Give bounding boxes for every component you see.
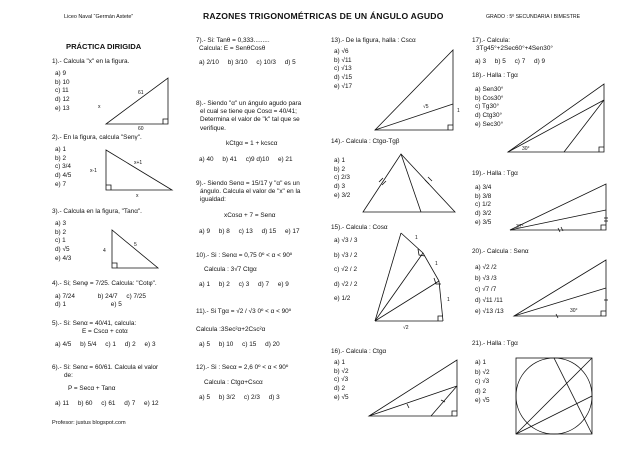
problem-8-question-cont: el cual se tiene que Cosα = 40/41;	[200, 108, 297, 116]
problem-11-option: a) 5	[199, 341, 211, 349]
triangle-shape	[510, 184, 606, 230]
problem-17	[472, 37, 553, 67]
label-base: 60	[138, 126, 144, 132]
problem-14-option: e) 3/2	[334, 191, 351, 199]
problem-8-option: c)9 d)10	[245, 156, 270, 164]
problem-1-option: c) 11	[55, 87, 69, 95]
problem-16-figure	[365, 356, 465, 424]
ray-line	[375, 281, 439, 321]
problem-1-option: a) 9	[55, 70, 67, 78]
right-angle-mark	[599, 147, 604, 152]
problem-4-option: e) 5	[110, 301, 122, 309]
problem-10-question: 10).- Si : Senα = 0,75 0º < α < 90º	[196, 252, 293, 259]
problem-12	[196, 364, 288, 403]
label-side: x-1	[90, 168, 97, 174]
problem-13-option: e) √17	[334, 82, 353, 90]
grade-label: GRADO : 5º SECUNDARIA I BIMESTRE	[486, 14, 581, 20]
problem-3-option: b) 2	[55, 228, 67, 236]
school-name: Liceo Naval “Germán Astete”	[64, 14, 134, 20]
problem-9-option: e) 17	[284, 227, 300, 235]
label-base: √2	[403, 325, 409, 331]
problem-8-question-cont: Determina el valor de "k" tal que se	[200, 116, 300, 124]
problem-6-question: 6).- Si: Senα = 60/61. Calcula el valor	[52, 364, 159, 371]
label-angle: 30°	[522, 146, 530, 152]
problem-1-figure	[98, 72, 172, 132]
problem-9-option: a) 9	[199, 227, 211, 235]
problem-5-option: c) 1	[105, 341, 116, 349]
triangle-shape	[369, 360, 457, 416]
triangle-shape	[112, 230, 158, 268]
problem-5-option: d) 2	[124, 341, 136, 349]
problem-11-question: 11).- Si Tgα = √2 / √3 0º < α < 90º	[196, 308, 292, 315]
problem-10-expression: Calcula : 3√7 Ctgα	[204, 266, 257, 274]
problem-14-option: d) 3	[334, 182, 346, 190]
problem-8-option: a) 40	[199, 156, 214, 164]
problem-13-option: c) √13	[334, 65, 352, 73]
problem-3-option: e) 4/3	[55, 254, 72, 262]
inner-segment	[375, 104, 453, 130]
problem-4-question: 4).- Si; Senφ = 7/25. Calcula: "Cotφ".	[52, 280, 157, 287]
problem-20-option: c) √7 /7	[475, 286, 497, 294]
triangle-shape	[514, 260, 606, 316]
problem-18-option: c) Tg30°	[475, 103, 500, 111]
problem-8-equation: kCtgα = 1 + kcscα	[226, 139, 278, 147]
problem-16-option: c) √3	[334, 376, 349, 384]
problem-13-option: a) √6	[334, 48, 349, 56]
problem-5-option: e) 3	[144, 341, 156, 349]
problem-17-expression: 3Tg45°+2Sec60°+4Sen30°	[476, 45, 553, 53]
problem-7-expression: Calcula: E = SenθCosθ	[199, 45, 266, 53]
inner-segment	[554, 358, 592, 434]
problem-9	[196, 180, 307, 236]
label-angle: 30°	[570, 308, 578, 314]
problem-9-option: b) 8	[218, 227, 230, 235]
problem-8	[196, 100, 301, 164]
problem-19-figure	[506, 180, 610, 238]
tick-mark	[425, 180, 429, 184]
problem-15-option: a) √3 / 3	[334, 237, 358, 245]
problem-19-question: 19).- Halla : Tgα	[472, 170, 518, 177]
problem-13-figure	[371, 46, 461, 136]
right-angle-mark	[448, 125, 453, 130]
problem-6-expression: P = Secα + Tanα	[68, 385, 116, 393]
label-side: 1	[415, 235, 418, 241]
problem-21-option: b) √2	[475, 368, 490, 376]
problem-13-option: d) √15	[334, 73, 353, 81]
label-side: 1	[435, 261, 438, 267]
problem-2-figure	[90, 146, 182, 199]
triangle-shape	[375, 50, 453, 130]
label-hypotenuse: x+1	[134, 160, 143, 166]
problem-6-option: d) 7	[124, 399, 136, 407]
ray-line	[375, 253, 423, 321]
problem-13-question: 13).- De la figura, halla : Cscα	[331, 37, 416, 44]
problem-1-option: d) 12	[55, 95, 70, 103]
subtitle: PRÁCTICA DIRIGIDA	[66, 42, 142, 51]
problem-19-option: b) 3/8	[475, 192, 492, 200]
problem-15-option: b) √3 / 2	[334, 251, 358, 259]
inner-segment	[510, 210, 606, 230]
problem-3-option: a) 3	[55, 220, 67, 228]
problem-12-question: 12).- Si : Secα = 2,6 0º < α < 90º	[196, 364, 289, 371]
problem-20-question: 20).- Calcula : Senα	[472, 248, 529, 255]
right-angle-mark	[112, 263, 117, 268]
problem-4-option: d) 1	[55, 301, 67, 309]
problem-15-question: 15).- Calcula : Cosα	[331, 224, 388, 231]
problem-3-option: c) 1	[55, 237, 66, 245]
problem-21	[472, 340, 518, 406]
label-side: √5	[423, 104, 429, 110]
problem-18-figure	[504, 80, 608, 158]
problem-12-option: c) 2/3	[243, 394, 260, 402]
problem-11-option: c) 15	[242, 341, 257, 349]
problem-17-option: a) 3	[475, 58, 487, 66]
problem-12-option: d) 3	[268, 394, 280, 402]
problem-11	[196, 308, 291, 350]
problem-18-option: e) Sec30°	[475, 120, 504, 128]
problem-1-question: 1).- Calcula "x" en la figura.	[52, 58, 130, 65]
inner-segment	[401, 154, 421, 212]
problem-3-figure	[103, 226, 168, 276]
label-side: 1	[447, 297, 450, 303]
problem-14-figure	[359, 150, 459, 220]
problem-9-option: d) 15	[261, 227, 277, 235]
problem-2-question: 2).- En la figura, calcula "Senγ".	[52, 134, 142, 141]
problem-16-option: d) 2	[334, 384, 346, 392]
inner-segment	[516, 396, 592, 434]
label-hypotenuse: 5	[134, 242, 137, 248]
problem-5	[52, 320, 163, 350]
right-angle-mark	[163, 119, 168, 124]
problem-21-option: d) 2	[475, 387, 487, 395]
right-angle-mark	[106, 185, 111, 190]
problem-7-option: c) 10/3	[256, 59, 276, 67]
label-side: 4	[103, 248, 106, 254]
problem-9-question-cont: ángulo. Calcula el valor de "x" en la	[200, 188, 301, 196]
problem-19-option: d) 3/2	[475, 209, 492, 217]
problem-17-option: d) 9	[534, 58, 546, 66]
tick-mark	[379, 178, 383, 182]
problem-2-option: a) 1	[55, 146, 67, 154]
problem-1-option: b) 10	[55, 78, 70, 86]
label-base: x	[136, 193, 139, 199]
problem-5-option: b) 5/4	[80, 341, 97, 349]
problem-10-option: a) 1	[199, 281, 211, 289]
problem-16-option: e) √5	[334, 393, 349, 401]
problem-14-question: 14).- Calcula : Ctgα-Tgβ	[331, 138, 400, 145]
inner-segment	[508, 100, 604, 152]
problem-10-option: c) 3	[238, 281, 250, 289]
problem-9-equation: xCosα + 7 = Senα	[224, 211, 276, 219]
problem-4-option: c) 7/25	[126, 293, 146, 301]
problem-15-option: e) 1/2	[334, 295, 351, 303]
problem-11-option: d) 20	[265, 341, 280, 349]
problem-2-option: b) 2	[55, 154, 67, 162]
problem-17-question: 17).- Calcula:	[472, 37, 511, 44]
problem-6-option: a) 11	[55, 399, 70, 407]
problem-12-expression: Calcula : Ctgα+Cscα	[204, 379, 263, 387]
label-angle: 37°	[516, 224, 524, 230]
problem-4-option: b) 24/7	[97, 293, 118, 301]
problem-20-option: b) √3 /3	[475, 275, 497, 283]
right-angle-mark	[601, 225, 606, 230]
tick-mark	[407, 404, 409, 408]
problem-21-option: e) √5	[475, 397, 490, 405]
problem-19-option: a) 3/4	[475, 184, 492, 192]
problem-7	[196, 37, 303, 68]
problem-15-option: c) √2 / 2	[334, 266, 358, 274]
problem-6-option: e) 12	[144, 399, 159, 407]
step-segments	[401, 233, 443, 321]
problem-20-option: d) √11 /11	[475, 297, 503, 305]
problem-15-figure	[371, 229, 461, 331]
problem-19-option: e) 3/5	[475, 218, 492, 226]
footer-credit: Profesor: justus blogspot.com	[52, 420, 126, 426]
problem-16-option: b) √2	[334, 367, 349, 375]
problem-7-option: d) 5	[284, 59, 296, 67]
problem-11-expression: Calcula :3Sec²α+2Csc²α	[196, 326, 266, 334]
triangle-shape	[363, 154, 455, 212]
problem-15-option: d) √2 / 2	[334, 280, 358, 288]
triangle-shape	[106, 150, 172, 190]
problem-7-question: 7).- Si: Tanθ = 0,333.........	[196, 37, 270, 44]
problem-3-option: d) √5	[55, 245, 70, 253]
problem-2-option: c) 3/4	[55, 163, 71, 171]
problem-7-option: b) 3/10	[227, 59, 248, 67]
problem-17-option: b) 5	[494, 58, 506, 66]
problem-11-option: b) 10	[218, 341, 234, 349]
problem-9-question: 9).- Siendo Senα = 15/17 y "α" es un	[196, 180, 300, 187]
problem-5-option: a) 4/5	[55, 341, 72, 349]
problem-7-option: a) 2/10	[199, 59, 219, 67]
triangle-shape	[106, 78, 168, 124]
problem-18-option: a) Sen30°	[475, 86, 504, 94]
right-angle-mark	[452, 411, 457, 416]
problem-8-question: 8).- Siendo "α" un ángulo agudo para	[196, 100, 302, 107]
problem-3-question: 3).- Calcula en la figura, "Tanα".	[52, 208, 142, 215]
problem-21-question: 21).- Halla : Tgα	[472, 340, 518, 347]
problem-5-question: 5).- Si: Senα = 40/41, calcula:	[52, 320, 137, 327]
problem-8-option: e) 21	[277, 156, 293, 164]
problem-18-option: b) Cos30°	[475, 94, 504, 102]
problem-6-option: b) 60	[77, 399, 93, 407]
right-angle-mark	[601, 311, 606, 316]
label-side: 1	[457, 108, 460, 114]
problem-13-option: b) √11	[334, 56, 352, 64]
problem-21-option: a) 1	[475, 359, 487, 367]
problem-8-question-cont: verifique.	[200, 124, 226, 132]
problem-6-option: c) 61	[101, 399, 116, 407]
problem-14-option: a) 1	[334, 157, 346, 165]
problem-14-option: b) 2	[334, 165, 346, 173]
problem-12-option: b) 3/2	[218, 394, 236, 402]
problem-20-figure	[510, 256, 610, 324]
tick-mark	[428, 177, 432, 181]
label-x: x	[98, 104, 101, 110]
ray-line	[375, 233, 401, 321]
problem-17-option: c) 7	[514, 58, 526, 66]
problem-12-option: a) 5	[199, 394, 211, 402]
problem-19-option: c) 1/2	[475, 201, 491, 209]
problem-5-expression: E = Cscα + cotα	[82, 328, 128, 336]
problem-16-option: a) 1	[334, 359, 346, 367]
inner-segment	[514, 288, 606, 316]
problem-10-option: d) 7	[258, 281, 270, 289]
problem-6-question-cont: de:	[64, 372, 73, 380]
problem-1-option: e) 13	[55, 104, 70, 112]
problem-2-option: d) 4/5	[55, 171, 72, 179]
label-hypotenuse: 61	[138, 90, 144, 96]
problem-20-option: e) √13 /13	[475, 308, 504, 316]
problem-18-question: 18).- Halla : Tgα	[472, 72, 518, 79]
problem-9-question-cont: igualdad:	[200, 196, 226, 204]
triangle-shape	[508, 84, 604, 152]
problem-8-option: b) 41	[222, 156, 237, 164]
problem-4	[52, 280, 157, 310]
problem-16-question: 16).- Calcula : Ctgα	[331, 348, 387, 355]
problem-10-option: e) 9	[277, 281, 289, 289]
problem-6	[52, 364, 166, 408]
problem-14-option: c) 2/3	[334, 174, 350, 182]
problem-10	[196, 252, 296, 290]
problem-2-option: e) 7	[55, 180, 67, 188]
problem-10-option: b) 2	[218, 281, 230, 289]
page-title: RAZONES TRIGONOMÉTRICAS DE UN ÁNGULO AGUDO	[203, 11, 444, 21]
problem-20-option: a) √2 /2	[475, 264, 497, 272]
problem-4-option: a) 7/24	[55, 293, 75, 301]
problem-21-figure	[512, 354, 598, 438]
problem-18-option: d) Ctg30°	[475, 111, 503, 119]
problem-9-option: c) 13	[238, 227, 253, 235]
problem-21-option: c) √3	[475, 378, 490, 386]
